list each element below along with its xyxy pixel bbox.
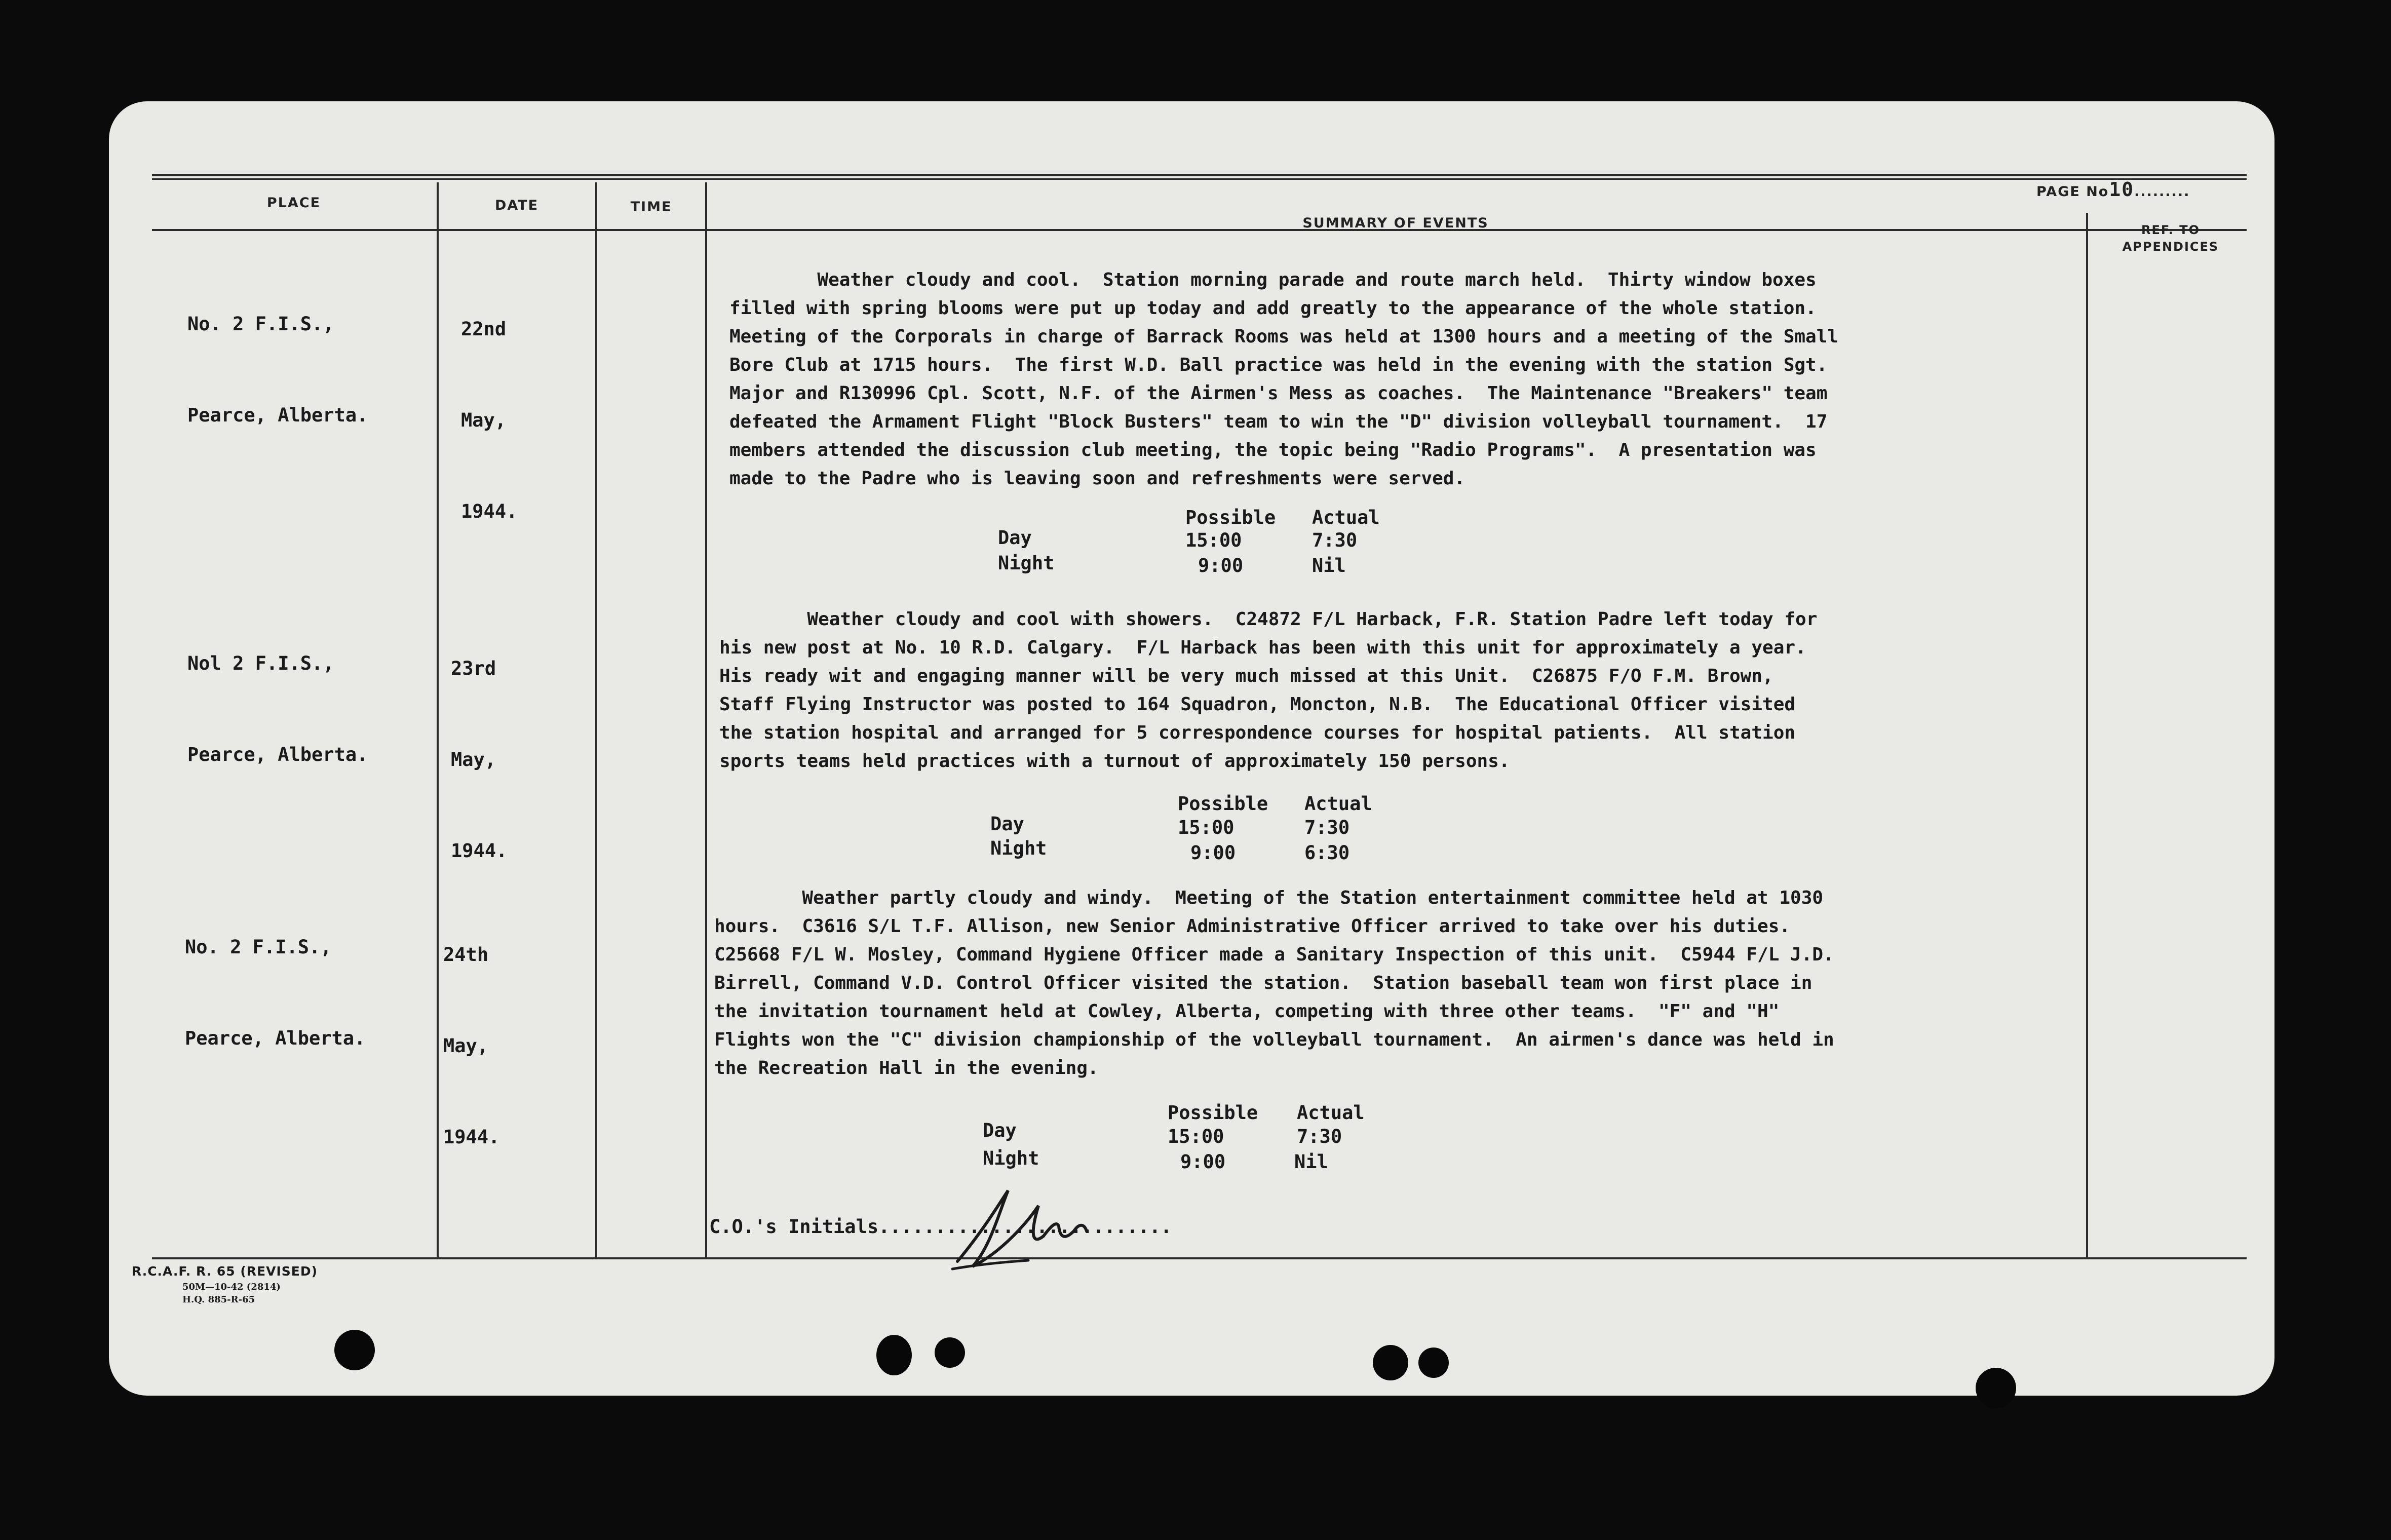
summary-line: the invitation tournament held at Cowley, Alberta, competing with three other teams. "F" and "H" <box>714 1001 1780 1022</box>
punch-hole <box>935 1337 965 1368</box>
day-actual: 7:30 <box>1297 1126 1342 1147</box>
summary-line: Major and R130996 Cpl. Scott, N.F. of the Airmen's Mess as coaches. The Maintenance "Breakers" team <box>729 383 1828 404</box>
entry-2-date-line: 23rd <box>451 658 496 679</box>
day-possible: 15:00 <box>1185 529 1242 551</box>
header-date: DATE <box>494 198 539 213</box>
entry-1-date-line: 1944. <box>461 500 518 522</box>
form-print-code: 50M—10-42 (2814) <box>182 1282 281 1292</box>
entry-3-date-line: 1944. <box>443 1126 500 1148</box>
summary-line: Weather cloudy and cool with showers. C24872 F/L Harback, F.R. Station Padre left today for <box>719 609 1818 630</box>
entry-3-date-line: May, <box>443 1035 489 1057</box>
co-initials-line: C.O.'s Initials.......................... <box>709 1216 1172 1238</box>
actual-label: Actual <box>1312 507 1380 528</box>
entry-1-date-line: 22nd <box>461 318 507 340</box>
entry-3-place-line: Pearce, Alberta. <box>185 1027 366 1049</box>
night-label: Night <box>990 837 1047 859</box>
form-reference <box>132 1264 318 1305</box>
actual-label: Actual <box>1297 1102 1365 1124</box>
night-possible: 9:00 <box>1198 555 1244 576</box>
entry-3-place <box>185 871 365 1084</box>
entry-1-place <box>187 248 368 461</box>
summary-line: Staff Flying Instructor was posted to 164 Squadron, Moncton, N.B. The Educational Officer visited <box>719 694 1796 715</box>
summary-line: defeated the Armament Flight "Block Busters" team to win the "D" division volleyball tournament. 17 <box>729 411 1828 432</box>
summary-line: Meeting of the Corporals in charge of Barrack Rooms was held at 1300 hours and a meeting of the Small <box>729 326 1839 347</box>
day-possible: 15:00 <box>1178 817 1235 838</box>
summary-line: the station hospital and arranged for 5 correspondence courses for hospital patients. All station <box>719 722 1796 743</box>
top-rule <box>152 174 2247 176</box>
summary-line: His ready wit and engaging manner will be very much missed at this Unit. C26875 F/O F.M. Brown, <box>719 666 1773 686</box>
night-label: Night <box>983 1147 1039 1169</box>
header-time: TIME <box>630 199 672 215</box>
possible-label: Possible <box>1185 507 1276 528</box>
col-divider-date <box>595 182 597 1259</box>
form-hq-code: H.Q. 885-R-65 <box>182 1294 255 1305</box>
actual-label: Actual <box>1304 793 1372 815</box>
summary-line: Weather partly cloudy and windy. Meeting of the Station entertainment committee held at 1030 <box>714 888 1824 908</box>
col-divider-ref <box>2086 213 2088 1259</box>
night-actual: Nil <box>1294 1151 1328 1173</box>
entry-3-date <box>443 879 499 1183</box>
col-divider-time <box>705 182 707 1259</box>
page-number-value: 10 <box>2109 178 2135 201</box>
day-label: Day <box>983 1120 1017 1141</box>
entry-3-date-line: 24th <box>443 944 489 966</box>
entry-2-date-line: May, <box>451 749 496 771</box>
punch-hole <box>1976 1368 2016 1408</box>
punch-hole <box>1373 1345 1408 1380</box>
punch-hole <box>876 1335 912 1375</box>
summary-line: Bore Club at 1715 hours. The first W.D. Ball practice was held in the evening with the station Sgt. <box>729 355 1828 375</box>
punch-hole <box>334 1330 375 1370</box>
summary-line: Weather cloudy and cool. Station morning parade and route march held. Thirty window boxes <box>729 270 1817 290</box>
page-number <box>2036 178 2190 201</box>
footer-rule <box>152 1257 2247 1259</box>
entry-1-place-line: Pearce, Alberta. <box>187 404 368 426</box>
day-possible: 15:00 <box>1168 1126 1224 1147</box>
header-ref-line1: REF. TO <box>2141 223 2200 237</box>
entry-2-place <box>187 588 368 800</box>
night-possible: 9:00 <box>1190 842 1236 864</box>
header-summary: SUMMARY OF EVENTS <box>1302 215 1489 231</box>
entry-1-date <box>461 253 517 557</box>
night-actual: Nil <box>1312 555 1346 576</box>
possible-label: Possible <box>1168 1102 1258 1124</box>
summary-line: Birrell, Command V.D. Control Officer visited the station. Station baseball team won first place in <box>714 973 1812 993</box>
entry-1-date-line: May, <box>461 409 507 431</box>
possible-label: Possible <box>1178 793 1268 815</box>
entry-2-summary <box>719 605 1817 776</box>
summary-line: Flights won the "C" division championship of the volleyball tournament. An airmen's dance was held in <box>714 1029 1834 1050</box>
day-label: Day <box>990 813 1024 835</box>
night-label: Night <box>998 552 1055 574</box>
day-actual: 7:30 <box>1304 817 1350 838</box>
entry-2-place-line: Nol 2 F.I.S., <box>187 652 334 674</box>
punch-hole <box>1418 1348 1449 1378</box>
summary-line: made to the Padre who is leaving soon and refreshments were served. <box>729 468 1466 489</box>
day-label: Day <box>998 527 1032 549</box>
col-divider-place <box>437 182 439 1259</box>
signature-mark <box>942 1175 1125 1277</box>
entry-3-summary <box>714 884 1834 1083</box>
header-ref-line2: APPENDICES <box>2122 240 2219 254</box>
summary-line: sports teams held practices with a turnout of approximately 150 persons. <box>719 751 1510 772</box>
top-rule-inner <box>152 178 2247 180</box>
summary-line: the Recreation Hall in the evening. <box>714 1058 1099 1079</box>
night-possible: 9:00 <box>1180 1151 1226 1173</box>
entry-3-place-line: No. 2 F.I.S., <box>185 936 332 958</box>
page-number-label: PAGE No <box>2036 184 2109 200</box>
summary-line: filled with spring blooms were put up today and add greatly to the appearance of the whole station. <box>729 298 1817 319</box>
entry-1-summary <box>729 266 1838 493</box>
summary-line: C25668 F/L W. Mosley, Command Hygiene Officer made a Sanitary Inspection of this unit. C5944 F/L J.D. <box>714 944 1834 965</box>
night-actual: 6:30 <box>1304 842 1350 864</box>
entry-2-date-line: 1944. <box>451 840 508 862</box>
entry-2-date <box>451 593 507 897</box>
header-place: PLACE <box>266 195 321 211</box>
summary-line: members attended the discussion club meeting, the topic being "Radio Programs". A presentation was <box>729 440 1817 460</box>
page-number-dots: ......... <box>2134 184 2190 200</box>
day-actual: 7:30 <box>1312 529 1358 551</box>
summary-line: hours. C3616 S/L T.F. Allison, new Senior Administrative Officer arrived to take over his duties. <box>714 916 1791 937</box>
summary-line: his new post at No. 10 R.D. Calgary. F/L Harback has been with this unit for approximately a year. <box>719 637 1806 658</box>
entry-1-place-line: No. 2 F.I.S., <box>187 313 334 335</box>
entry-2-place-line: Pearce, Alberta. <box>187 744 368 765</box>
form-number: R.C.A.F. R. 65 (REVISED) <box>132 1264 318 1279</box>
